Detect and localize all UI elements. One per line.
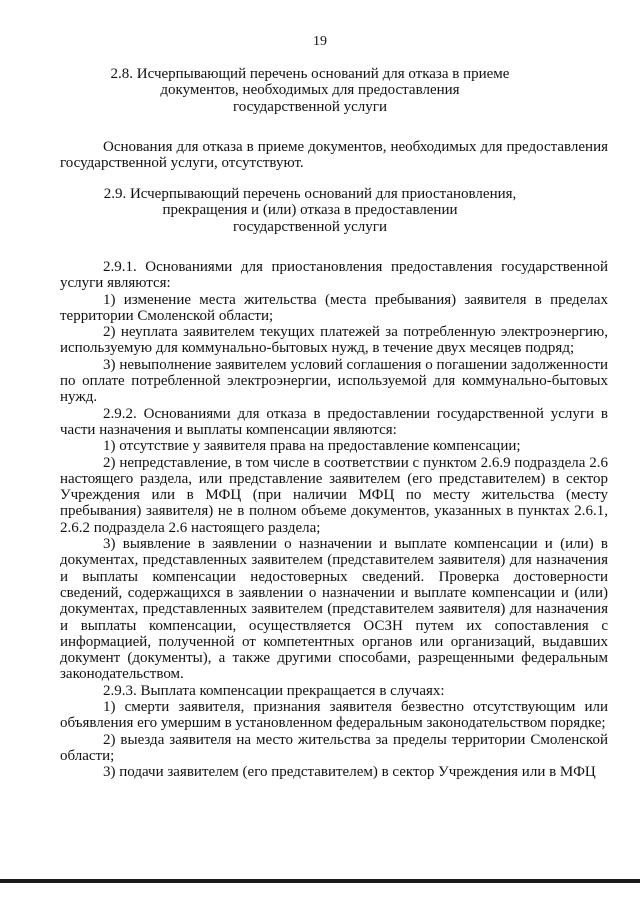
- section-2-8-heading: [90, 66, 530, 115]
- heading-line: документов, необходимых для предоставления: [160, 82, 460, 99]
- list-item: 3) выявление в заявлении о назначении и выплате компенсации и (или) в документах, представленных заявителем (представителем заявителя) для назначения и выплаты компенсации недостоверных сведений. Проверка достоверности сведений, содержащихся в заявлении о назначении и выплате компенсации и (или) документах, представленных заявителем (представителем заявителя) для назначения и выплаты компенсации, осуществляется ОСЗН путем их сопоставления с информацией, полученной от компетентных органов или организаций, выдавших документ (документы), а также другими способами, разрещенными федеральным законодательством.: [60, 536, 608, 683]
- list-item: 2) непредставление, в том числе в соответствии с пунктом 2.6.9 подраздела 2.6 настоящего раздела, или представление заявителем (его представителем) в сектор Учреждения или в МФЦ (при наличии МФЦ по месту жительства (месту пребывания) заявителя) не в полном объеме документов, указанных в пунктах 2.6.1, 2.6.2 подраздела 2.6 настоящего раздела;: [60, 454, 608, 536]
- paragraph-2-9-2: 2.9.2. Основаниями для отказа в предоставлении государственной услуги в части назначения и выплаты компенсации являются:: [60, 405, 608, 438]
- section-2-9-body: [60, 259, 608, 781]
- section-2-8-text: Основания для отказа в приеме документов, необходимых для предоставления государственной услуги, отсутствуют.: [60, 139, 608, 172]
- list-item: 3) невыполнение заявителем условий соглашения о погашении задолженности по оплате потребленной электроэнергии, используемой для коммунально-бытовых нужд.: [60, 356, 608, 406]
- heading-line: 2.8. Исчерпывающий перечень оснований для отказа в приеме: [110, 66, 510, 82]
- list-item: 1) смерти заявителя, признания заявителя безвестно отсутствующим или объявления его умершим в установленном федеральным законодательством порядке;: [60, 699, 608, 732]
- heading-line: прекращения и (или) отказа в предоставлении: [162, 202, 458, 219]
- list-item: 2) выезда заявителя на место жительства за пределы территории Смоленской области;: [60, 731, 608, 764]
- heading-line: 2.9. Исчерпывающий перечень оснований для приостановления,: [103, 186, 517, 202]
- page-bottom-rule: [0, 879, 640, 883]
- section-2-9-heading: [90, 186, 530, 235]
- paragraph-2-9-3: 2.9.3. Выплата компенсации прекращается в случаях:: [103, 682, 445, 699]
- list-item: 1) отсутствие у заявителя права на предоставление компенсации;: [103, 438, 521, 455]
- page-number: 19: [313, 34, 327, 49]
- heading-line: государственной услуги: [233, 218, 387, 235]
- paragraph-2-9-1: 2.9.1. Основаниями для приостановления предоставления государственной услуги являются:: [60, 259, 608, 292]
- heading-line: государственной услуги: [233, 98, 387, 115]
- list-item: 2) неуплата заявителем текущих платежей за потребленную электроэнергию, используемую для коммунально-бытовых нужд, в течение двух месяцев подряд;: [60, 324, 608, 357]
- list-item: 3) подачи заявителем (его представителем) в сектор Учреждения или в МФЦ: [103, 764, 596, 781]
- list-item: 1) изменение места жительства (места пребывания) заявителя в пределах территории Смоленской области;: [60, 291, 608, 324]
